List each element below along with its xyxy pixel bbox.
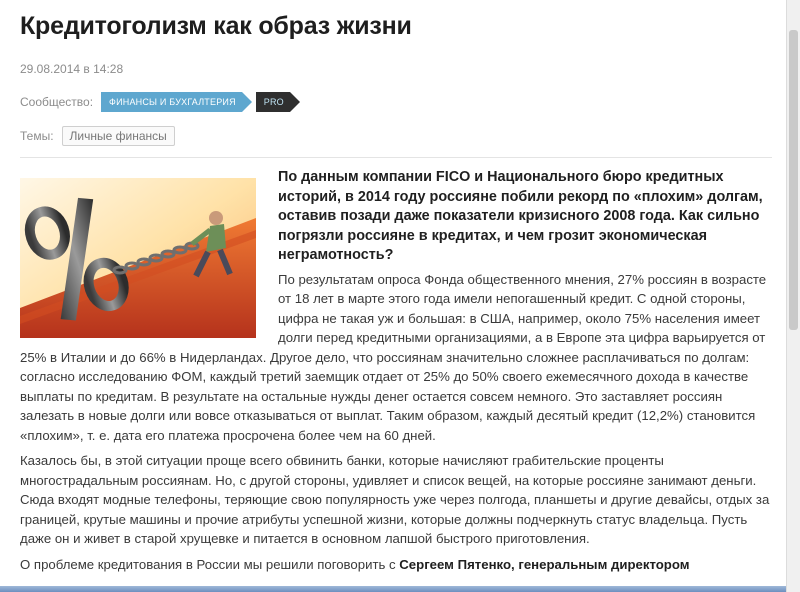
community-tag-finance[interactable]: ФИНАНСЫ И БУХГАЛТЕРИЯ (101, 92, 242, 112)
community-row (20, 92, 290, 112)
topic-chip-personal-finance[interactable]: Личные финансы (62, 126, 175, 146)
topics-label: Темы: (20, 129, 54, 143)
article-paragraph-3 (20, 555, 772, 575)
post-date: 29.08.2014 в 14:28 (20, 62, 124, 76)
page-title: Кредитоголизм как образ жизни (20, 12, 412, 40)
interview-intro: О проблеме кредитования в России мы решили поговорить с (20, 556, 400, 572)
article-paragraph-1: По результатам опроса Фонда общественного мнения, 27% россиян в возрасте от 18 лет в марте этого года имели непогашенный кредит. С одной стороны, цифра не такая уж и большая: в США, например, около 75% населения имеет долги перед кредитными организациями, а в Европе эта цифра варьируется от 25% в Италии и до 66% в Нидерландах. Другое дело, что россиянам значительно сложнее расплачиваться по долгам: согласно исследованию ФОМ, каждый третий заемщик отдает от 25% до 50% своего ежемесячного дохода в качестве выплаты по кредитам. В результате на остальные нужды денег остается совсем немного. Это заставляет россиян залезать в новые долги или вовсе отказываться от выплат. Таким образом, каждый десятый кредит (12,2%) становится «плохим», т. е. дата его платежа просрочена более чем на 60 дней. (20, 271, 767, 443)
article-paragraph-2: Казалось бы, в этой ситуации проще всего обвинить банки, которые начисляют грабительские проценты многострадальным россиянам. Но, с другой стороны, удивляет и список вещей, на которые россияне занимают деньги. Сюда входят модные телефоны, теряющие свою популярность уже через полгода, планшеты и другие девайсы, отдых за границей, крутые машины и прочие атрибуты успешной жизни, которые должны подчеркнуть статус владельца. Пусть даже он и живет в старой хрущевке и питается в основном лапшой быстрого приготовления. (20, 453, 770, 546)
community-tag-pro[interactable]: PRO (256, 92, 290, 112)
topics-row (20, 126, 175, 146)
percent-sign-dragging-illustration (20, 178, 256, 338)
interview-person[interactable]: Сергеем Пятенко, генеральным директором (399, 556, 690, 572)
illustration-svg (20, 178, 256, 338)
community-label: Сообщество: (20, 95, 94, 109)
divider (20, 157, 772, 158)
taskbar (0, 586, 786, 592)
scrollbar-thumb[interactable] (789, 30, 798, 330)
article-body (20, 168, 772, 580)
article-lead: По данным компании FICO и Национального бюро кредитных историй, в 2014 году россияне побили рекорд по «плохим» долгам, оставив позади даже показатели кризисного 2008 года. Как сильно погрязли россияне в кредитах, и чем грозит экономическая неграмотность? (278, 169, 763, 263)
vertical-scrollbar[interactable] (786, 0, 800, 592)
